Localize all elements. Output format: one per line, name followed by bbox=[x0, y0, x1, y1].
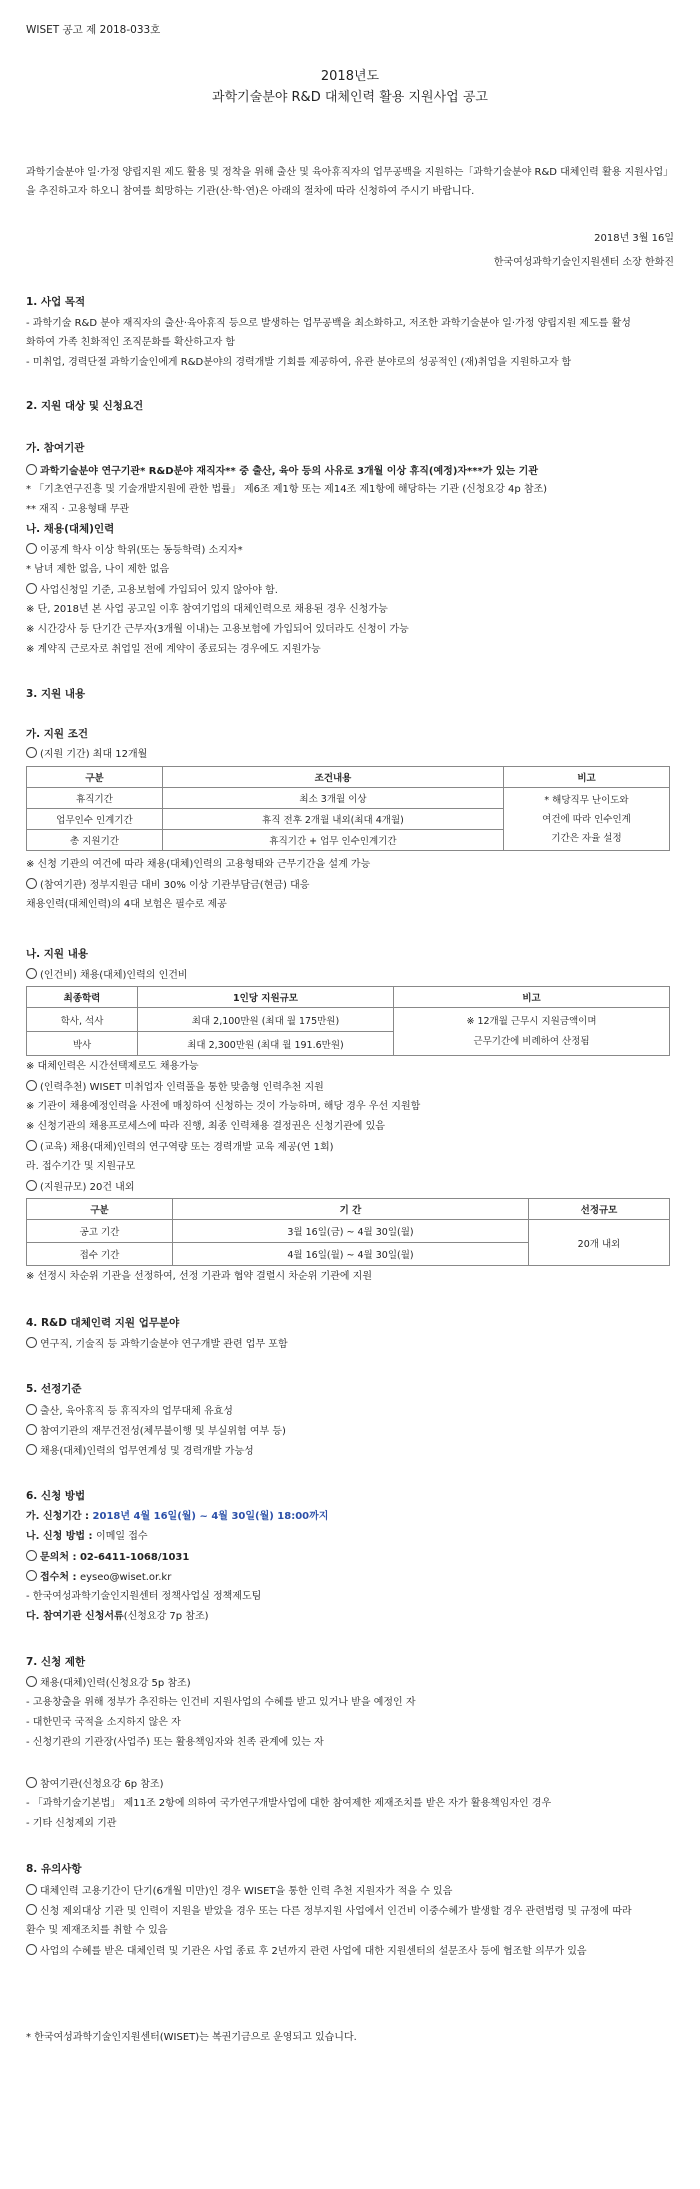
section-3a-note: ※ 신청 기관의 여건에 따라 채용(대체)인력의 고용형태와 근무기간을 설계 가능 bbox=[26, 859, 371, 870]
section-5-line: 출산, 육아휴직 등 휴직자의 업무대체 유효성 bbox=[26, 1404, 233, 1418]
section-3-heading: 3. 지원 내용 bbox=[26, 688, 86, 700]
table-header: 구분 bbox=[27, 767, 163, 788]
table-cell: 최대 2,100만원 (최대 월 175만원) bbox=[138, 1008, 394, 1032]
table-row bbox=[27, 987, 670, 1008]
section-3b-note: ※ 신청기관의 채용프로세스에 따라 진행, 최종 인력채용 결정권은 신청기관에 있음 bbox=[26, 1121, 385, 1132]
section-7-line: - 대한민국 국적을 소지하지 않은 자 bbox=[26, 1717, 181, 1728]
circle-bullet-icon bbox=[26, 1777, 37, 1788]
section-3b-note: ※ 대체인력은 시간선택제로도 채용가능 bbox=[26, 1061, 199, 1072]
circle-bullet-icon bbox=[26, 1180, 37, 1191]
section-4-heading: 4. R&D 대체인력 지원 업무분야 bbox=[26, 1317, 180, 1329]
issuer: 한국여성과학기술인지원센터 소장 한화진 bbox=[493, 257, 674, 268]
table-header: 조건내용 bbox=[163, 767, 504, 788]
section-3b-sub: (인건비) 채용(대체)인력의 인건비 bbox=[26, 968, 188, 982]
apply-method: 나. 신청 방법 : 이메일 접수 bbox=[26, 1531, 148, 1542]
circle-bullet-icon bbox=[26, 1676, 37, 1687]
circle-bullet-icon bbox=[26, 543, 37, 554]
section-7-line: - 기타 신청제외 기관 bbox=[26, 1818, 117, 1829]
support-period: (지원 기간) 최대 12개월 bbox=[26, 747, 147, 761]
table-row bbox=[27, 1220, 670, 1243]
section-2b-heading: 나. 채용(대체)인력 bbox=[26, 523, 115, 535]
circle-bullet-icon bbox=[26, 1080, 37, 1091]
table-note-cell: * 해당직무 난이도와 여건에 따라 인수인계 기간은 자율 설정 bbox=[504, 788, 670, 851]
table-header: 선정규모 bbox=[529, 1199, 670, 1220]
table-cell: 휴직기간 + 업무 인수인계기간 bbox=[163, 830, 504, 851]
circle-bullet-icon bbox=[26, 747, 37, 758]
table-cell: 4월 16일(월) ~ 4월 30일(월) bbox=[173, 1243, 529, 1266]
section-8-line: 사업의 수혜를 받은 대체인력 및 기관은 사업 종료 후 2년까지 관련 사업에 대한 지원센터의 설문조사 등에 협조할 의무가 있음 bbox=[26, 1944, 587, 1958]
table-cell: 업무인수 인계기간 bbox=[27, 809, 163, 830]
document-number: WISET 공고 제 2018-033호 bbox=[26, 24, 161, 36]
table-cell: 최소 3개월 이상 bbox=[163, 788, 504, 809]
section-4-line: 연구직, 기술직 등 과학기술분야 연구개발 관련 업무 포함 bbox=[26, 1337, 288, 1351]
section-2b-line: 이공계 학사 이상 학위(또는 동등학력) 소지자* bbox=[26, 543, 243, 557]
section-8-heading: 8. 유의사항 bbox=[26, 1863, 82, 1875]
table-cell: 휴직 전후 2개월 내외(최대 4개월) bbox=[163, 809, 504, 830]
table-cell: 3월 16일(금) ~ 4월 30일(월) bbox=[173, 1220, 529, 1243]
section-3c-sub: (지원규모) 20건 내외 bbox=[26, 1180, 135, 1194]
footer-note: * 한국여성과학기술인지원센터(WISET)는 복권기금으로 운영되고 있습니다. bbox=[26, 2032, 357, 2043]
table-cell: 박사 bbox=[27, 1032, 138, 1056]
section-5-line: 채용(대체)인력의 업무연계성 및 경력개발 가능성 bbox=[26, 1444, 254, 1458]
table-cell: 20개 내외 bbox=[529, 1220, 670, 1266]
table-header: 비고 bbox=[504, 767, 670, 788]
contact-email: 접수처 : eyseo@wiset.or.kr bbox=[26, 1570, 171, 1584]
table-header: 비고 bbox=[394, 987, 670, 1008]
circle-bullet-icon bbox=[26, 1424, 37, 1435]
section-3a-heading: 가. 지원 조건 bbox=[26, 728, 89, 740]
table-note-cell: ※ 12개월 근무시 지원금액이며 근무기간에 비례하여 산정됨 bbox=[394, 1008, 670, 1056]
page-title: 과학기술분야 R&D 대체인력 활용 지원사업 공고 bbox=[212, 90, 488, 105]
circle-bullet-icon bbox=[26, 1337, 37, 1348]
circle-bullet-icon bbox=[26, 1404, 37, 1415]
section-2b-line: * 남녀 제한 없음, 나이 제한 없음 bbox=[26, 564, 170, 575]
section-3b-note: (교육) 채용(대체)인력의 연구역량 또는 경력개발 교육 제공(연 1회) bbox=[26, 1140, 334, 1154]
table-cell: 공고 기간 bbox=[27, 1220, 173, 1243]
section-5-heading: 5. 선정기준 bbox=[26, 1383, 82, 1395]
email-link[interactable]: eyseo@wiset.or.kr bbox=[79, 1572, 172, 1583]
circle-bullet-icon bbox=[26, 583, 37, 594]
intro-paragraph: 과학기술분야 일·가정 양립지원 제도 활용 및 정착을 위해 출산 및 육아휴직자의 업무공백을 지원하는「과학기술분야 R&D 대체인력 활용 지원사업」을 추진하고자 하오니 참여를 희망하는 기관(산·학·연)은 아래의 절차에 따라 신청하여 주시기 바랍니다. bbox=[26, 167, 674, 197]
apply-docs: 다. 참여기관 신청서류(신청요강 7p 참조) bbox=[26, 1611, 209, 1622]
section-3a-note: 채용인력(대체인력)의 4대 보험은 필수로 제공 bbox=[26, 899, 227, 910]
table-row bbox=[27, 767, 670, 788]
circle-bullet-icon bbox=[26, 1140, 37, 1151]
section-2a-line: * 「기초연구진흥 및 기술개발지원에 관한 법률」 제6조 제1항 또는 제14조 제1항에 해당하는 기관 (신청요강 4p 참조) bbox=[26, 484, 548, 495]
section-7-sub: 참여기관(신청요강 6p 참조) bbox=[26, 1777, 163, 1791]
section-7-heading: 7. 신청 제한 bbox=[26, 1656, 86, 1668]
section-2-heading: 2. 지원 대상 및 신청요건 bbox=[26, 400, 144, 412]
section-7-line: - 고용창출을 위해 정부가 추진하는 인건비 지원사업의 수혜를 받고 있거나 받을 예정인 자 bbox=[26, 1697, 416, 1708]
circle-bullet-icon bbox=[26, 1570, 37, 1581]
section-2b-line: ※ 단, 2018년 본 사업 공고일 이후 참여기업의 대체인력으로 채용된 경우 신청가능 bbox=[26, 604, 388, 615]
section-1-heading: 1. 사업 목적 bbox=[26, 296, 86, 308]
section-2a-line: 과학기술분야 연구기관* R&D분야 재직자** 중 출산, 육아 등의 사유로 3개월 이상 휴직(예정)자***가 있는 기관 bbox=[26, 464, 538, 478]
apply-period: 가. 신청기간 : 2018년 4월 16일(월) ~ 4월 30일(월) 18:00까지 bbox=[26, 1511, 329, 1522]
salary-table bbox=[26, 986, 670, 1056]
section-5-line: 참여기관의 재무건전성(체무불이행 및 부실위험 여부 등) bbox=[26, 1424, 286, 1438]
circle-bullet-icon bbox=[26, 1444, 37, 1455]
contact-phone: 문의처 : 02-6411-1068/1031 bbox=[26, 1550, 189, 1564]
section-7-line: - 「과학기술기본법」 제11조 2항에 의하여 국가연구개발사업에 대한 참여제한 제재조치를 받은 자가 활용책임자인 경우 bbox=[26, 1798, 552, 1809]
section-3c-heading: 라. 접수기간 및 지원규모 bbox=[26, 1161, 136, 1172]
section-2a-heading: 가. 참여기관 bbox=[26, 442, 85, 454]
conditions-table bbox=[26, 766, 670, 851]
table-row bbox=[27, 1008, 670, 1032]
circle-bullet-icon bbox=[26, 464, 37, 475]
section-8-line: 신청 제외대상 기관 및 인력이 지원을 받았을 경우 또는 다른 정부지원 사업에서 인건비 이중수혜가 발생할 경우 관련법령 및 규정에 따라 bbox=[26, 1904, 632, 1918]
section-3c-note: ※ 선정시 차순위 기관을 선정하여, 선정 기관과 협약 결렬시 차순위 기관에 지원 bbox=[26, 1271, 372, 1282]
circle-bullet-icon bbox=[26, 1904, 37, 1915]
table-row bbox=[27, 1199, 670, 1220]
section-1-line: 화하여 가족 친화적인 조직문화를 확산하고자 함 bbox=[26, 337, 236, 348]
section-7-sub: 채용(대체)인력(신청요강 5p 참조) bbox=[26, 1676, 191, 1690]
page-title-year: 2018년도 bbox=[320, 69, 380, 84]
notice-date: 2018년 3월 16일 bbox=[594, 233, 674, 244]
section-2a-line: ** 재직 · 고용형태 무관 bbox=[26, 504, 130, 515]
table-cell: 총 지원기간 bbox=[27, 830, 163, 851]
table-row bbox=[27, 788, 670, 809]
section-2b-line: ※ 계약직 근로자로 취업일 전에 계약이 종료되는 경우에도 지원가능 bbox=[26, 644, 321, 655]
table-cell: 학사, 석사 bbox=[27, 1008, 138, 1032]
table-header: 최종학력 bbox=[27, 987, 138, 1008]
circle-bullet-icon bbox=[26, 1550, 37, 1561]
table-cell: 휴직기간 bbox=[27, 788, 163, 809]
section-1-line: - 미취업, 경력단절 과학기술인에게 R&D분야의 경력개발 기회를 제공하여, 유관 분야로의 성공적인 (재)취업을 지원하고자 함 bbox=[26, 357, 572, 368]
section-8-line: 환수 및 제재조치를 취할 수 있음 bbox=[26, 1925, 168, 1936]
section-8-line: 대체인력 고용기간이 단기(6개월 미만)인 경우 WISET을 통한 인력 추천 지원자가 적을 수 있음 bbox=[26, 1884, 452, 1898]
table-header: 기 간 bbox=[173, 1199, 529, 1220]
table-header: 1인당 지원규모 bbox=[138, 987, 394, 1008]
table-cell: 접수 기간 bbox=[27, 1243, 173, 1266]
circle-bullet-icon bbox=[26, 878, 37, 889]
section-6-heading: 6. 신청 방법 bbox=[26, 1490, 86, 1502]
section-3a-note: (참여기관) 정부지원금 대비 30% 이상 기관부담금(현금) 대응 bbox=[26, 878, 309, 892]
schedule-table bbox=[26, 1198, 670, 1266]
table-cell: 최대 2,300만원 (최대 월 191.6만원) bbox=[138, 1032, 394, 1056]
table-header: 구분 bbox=[27, 1199, 173, 1220]
circle-bullet-icon bbox=[26, 1884, 37, 1895]
section-1-line: - 과학기술 R&D 분야 재직자의 출산·육아휴직 등으로 발생하는 업무공백을 최소화하고, 저조한 과학기술분야 일·가정 양립지원 제도를 활성 bbox=[26, 318, 631, 329]
section-3b-heading: 나. 지원 내용 bbox=[26, 948, 89, 960]
section-3b-note: ※ 기관이 채용예정인력을 사전에 매칭하여 신청하는 것이 가능하며, 해당 경우 우선 지원함 bbox=[26, 1101, 421, 1112]
circle-bullet-icon bbox=[26, 1944, 37, 1955]
contact-org: - 한국여성과학기술인지원센터 정책사업실 정책제도팀 bbox=[26, 1591, 262, 1602]
section-3b-note: (인력추천) WISET 미취업자 인력풀을 통한 맞춤형 인력추천 지원 bbox=[26, 1080, 324, 1094]
section-2b-line: 사업신청일 기준, 고용보험에 가입되어 있지 않아야 함. bbox=[26, 583, 278, 597]
circle-bullet-icon bbox=[26, 968, 37, 979]
section-7-line: - 신청기관의 기관장(사업주) 또는 활용책임자와 친족 관계에 있는 자 bbox=[26, 1737, 324, 1748]
section-2b-line: ※ 시간강사 등 단기간 근무자(3개월 이내)는 고용보험에 가입되어 있더라도 신청이 가능 bbox=[26, 624, 409, 635]
